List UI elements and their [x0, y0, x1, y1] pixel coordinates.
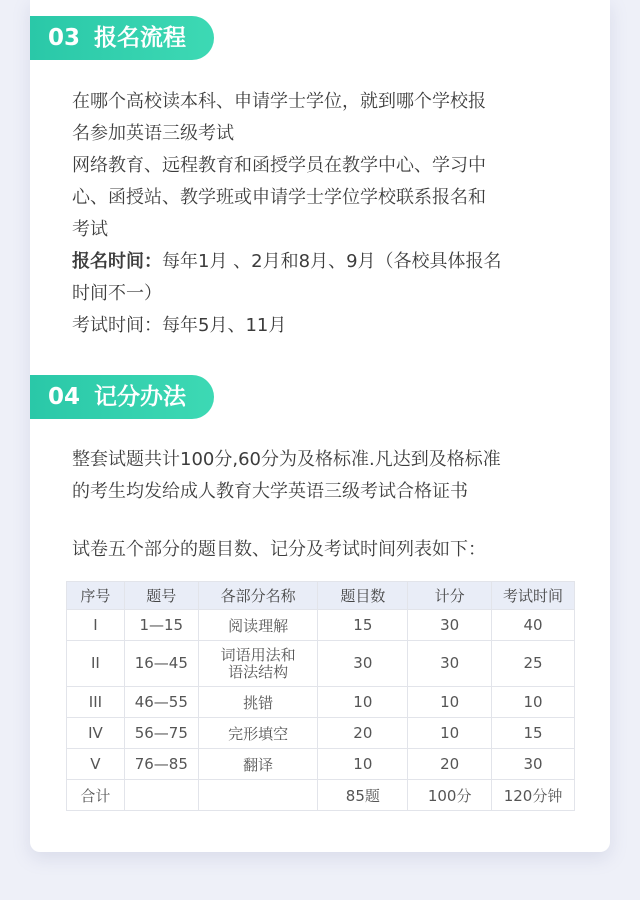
cell-name: 翻译: [198, 749, 318, 780]
s4-para1-line2: 的考生均发给成人教育大学英语三级考试合格证书: [72, 481, 468, 502]
section-04-title: 记分办法: [94, 384, 187, 410]
section-04-badge: [30, 375, 214, 419]
content-card: [30, 0, 610, 852]
cell-score: 30: [408, 610, 492, 641]
cell-time: 25: [492, 641, 575, 687]
cell-range: 1—15: [124, 610, 198, 641]
cell-name: 挑错: [198, 687, 318, 718]
header-count: 题目数: [318, 582, 408, 610]
cell-range: 16—45: [124, 641, 198, 687]
s3-para2-line3: 考试: [72, 219, 108, 240]
cell-name: 完形填空: [198, 718, 318, 749]
section-03-badge: [30, 16, 214, 60]
s3-para1-line1: 在哪个高校读本科、申请学士学位，就到哪个学校报: [72, 91, 486, 112]
s3-signup-line1: [72, 246, 564, 278]
cell-score: 20: [408, 749, 492, 780]
cell-time: 30: [492, 749, 575, 780]
cell-time: 15: [492, 718, 575, 749]
s3-exam-time: 考试时间：每年5月、11月: [72, 315, 287, 336]
s3-para2-line1: 网络教育、远程教育和函授学员在教学中心、学习中: [72, 155, 486, 176]
score-table: [66, 581, 575, 811]
s4-table-intro-wrap: [72, 534, 564, 566]
section-03-number: 03: [48, 25, 81, 51]
cell-score: 10: [408, 687, 492, 718]
cell-count: 20: [318, 718, 408, 749]
section-04-number: 04: [48, 384, 81, 410]
cell-seq: I: [67, 610, 125, 641]
cell-range: 56—75: [124, 718, 198, 749]
total-empty-range: [124, 780, 198, 811]
total-label: 合计: [67, 780, 125, 811]
cell-count: 10: [318, 687, 408, 718]
cell-seq: II: [67, 641, 125, 687]
cell-score: 10: [408, 718, 492, 749]
signup-text: 每年1月 、2月和8月、9月（各校具体报名: [162, 251, 502, 272]
cell-name: [198, 641, 318, 687]
cell-seq: IV: [67, 718, 125, 749]
s3-para2-line2: 心、函授站、教学班或申请学士学位学校联系报名和: [72, 187, 486, 208]
header-score: 计分: [408, 582, 492, 610]
s4-para1-line1: 整套试题共计100分,60分为及格标准.凡达到及格标准: [72, 449, 501, 470]
table-total-row: [67, 780, 575, 811]
signup-label: 报名时间：: [72, 251, 162, 272]
table-row: [67, 687, 575, 718]
cell-seq: III: [67, 687, 125, 718]
header-time: 考试时间: [492, 582, 575, 610]
total-score: 100分: [408, 780, 492, 811]
section-03-title: 报名流程: [94, 25, 187, 51]
s3-signup-line2: 时间不一）: [72, 283, 162, 304]
cell-time: 40: [492, 610, 575, 641]
header-name: 各部分名称: [198, 582, 318, 610]
header-seq: 序号: [67, 582, 125, 610]
total-time: 120分钟: [492, 780, 575, 811]
section-04-body: [72, 444, 564, 508]
total-count: 85题: [318, 780, 408, 811]
cell-name-line1: 词语用法和: [220, 645, 296, 664]
table-row: [67, 641, 575, 687]
cell-range: 46—55: [124, 687, 198, 718]
s4-table-intro: 试卷五个部分的题目数、记分及考试时间列表如下：: [72, 539, 486, 560]
table-row: [67, 749, 575, 780]
header-range: 题号: [124, 582, 198, 610]
cell-count: 10: [318, 749, 408, 780]
table-row: [67, 610, 575, 641]
s3-para1-line2: 名参加英语三级考试: [72, 123, 234, 144]
cell-score: 30: [408, 641, 492, 687]
cell-seq: V: [67, 749, 125, 780]
cell-time: 10: [492, 687, 575, 718]
cell-count: 30: [318, 641, 408, 687]
cell-name: 阅读理解: [198, 610, 318, 641]
table-header-row: [67, 582, 575, 610]
section-03-body: [72, 86, 564, 342]
cell-count: 15: [318, 610, 408, 641]
total-empty-name: [198, 780, 318, 811]
table-row: [67, 718, 575, 749]
cell-name-line2: 语法结构: [228, 662, 289, 681]
cell-range: 76—85: [124, 749, 198, 780]
